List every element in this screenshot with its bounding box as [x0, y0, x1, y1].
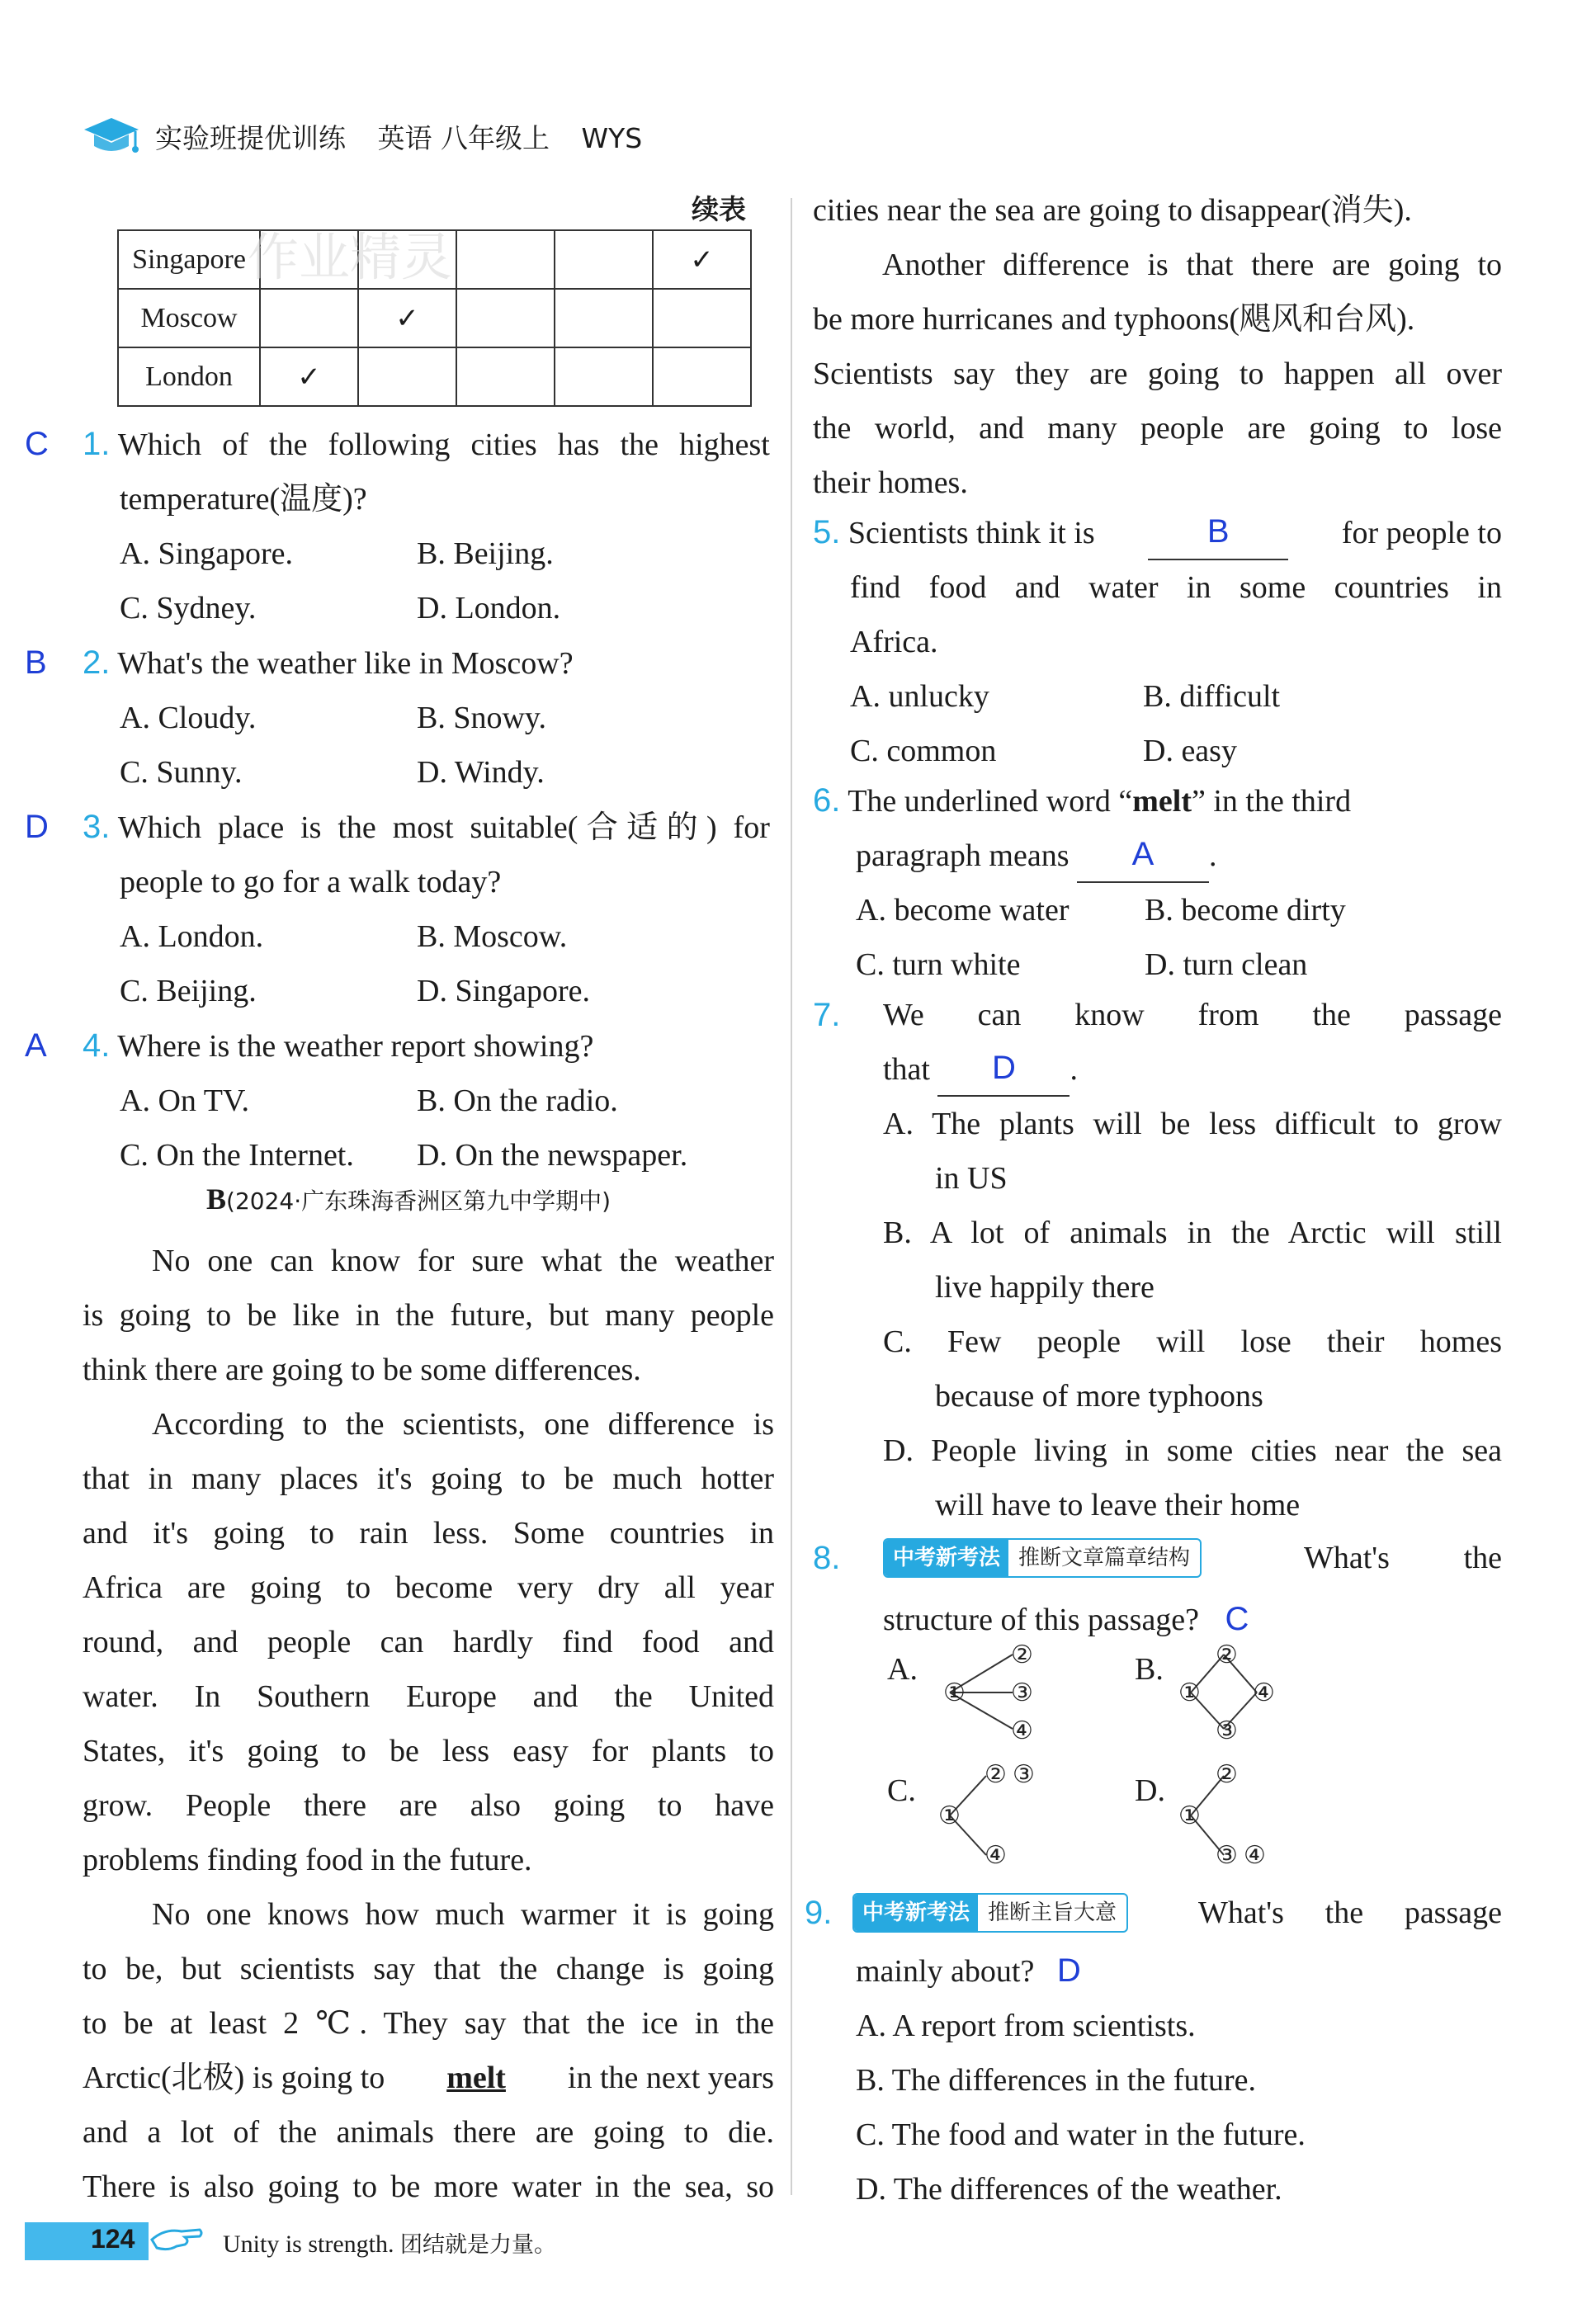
passage-line: and a lot of the animals there are going to die. [83, 2115, 774, 2150]
passage-line: cities near the sea are going to disappear(消失). [813, 193, 1412, 228]
question-8 [813, 1531, 1502, 1647]
option: A. unlucky [850, 679, 989, 714]
question-text: ” in the third [1191, 784, 1352, 819]
option: D. People living in some cities near the sea [883, 1433, 1502, 1468]
option: A. become water [856, 893, 1070, 928]
diagram-b [1174, 1638, 1306, 1745]
passage-text: in the next years [567, 2061, 774, 2095]
column-divider [791, 198, 792, 2195]
diagram-a [928, 1638, 1060, 1745]
passage-line: to be at least 2 ℃. They say that the ice in the [83, 2006, 774, 2041]
question-number: 3. [83, 809, 111, 845]
question-text: Scientists think it is [848, 516, 1095, 550]
question-text: paragraph means [856, 838, 1070, 873]
answer-mark: B [1206, 513, 1230, 550]
section-label: B [206, 1183, 227, 1216]
answer-blank [1148, 513, 1288, 560]
passage-line: Africa are going to become very dry all year [83, 1570, 774, 1605]
table-cell: ✓ [260, 347, 358, 406]
answer-blank [1077, 836, 1209, 883]
passage-line: water. In Southern Europe and the United [83, 1679, 774, 1714]
tag-label: 中考新考法 [854, 1895, 978, 1931]
option: A. On TV. [120, 1083, 249, 1118]
option: C. On the Internet. [120, 1138, 354, 1173]
question-6: 6. The underlined word “melt” in the third paragraph means A . A. become water B. become dirty C. turn white D. turn clean [813, 773, 1502, 992]
option: C. Few people will lose their homes [883, 1324, 1502, 1359]
passage-line: their homes. [813, 465, 968, 500]
table-cell [456, 347, 555, 406]
option: A. The plants will be less difficult to grow [883, 1107, 1502, 1141]
page-number-badge [25, 2222, 149, 2260]
subject-grade: 英语 八年级上 [377, 121, 550, 154]
option-continued: because of more typhoons [935, 1379, 1263, 1414]
new-exam-tag [852, 1893, 1128, 1933]
question-number: 9. [805, 1895, 833, 1931]
table-row [118, 289, 751, 347]
option: C. The food and water in the future. [856, 2117, 1306, 2152]
question-4 [25, 1018, 780, 1183]
edition: WYS [581, 121, 643, 154]
passage-line: is going to be like in the future, but many people [83, 1298, 774, 1333]
passage-line: be more hurricanes and typhoons(飓风和台风). [813, 302, 1415, 337]
passage-line: There is also going to be more water in the sea, so [83, 2169, 774, 2204]
node: ④ [1244, 1841, 1266, 1870]
question-text: The underlined word “ [848, 784, 1133, 819]
motto-en: Unity is strength. [223, 2231, 394, 2258]
section-a-questions [25, 417, 780, 1183]
answer-mark: D [25, 809, 49, 845]
option: A. Singapore. [120, 536, 294, 571]
new-exam-tag [883, 1538, 1202, 1578]
passage-text: Arctic(北极) is going to [83, 2061, 385, 2095]
question-text: for people to [1341, 516, 1502, 550]
node: ③ [1011, 1678, 1033, 1707]
question-text: Africa. [850, 625, 938, 659]
passage-line: to be, but scientists say that the change is going [83, 1952, 774, 1986]
option: A. A report from scientists. [856, 2009, 1196, 2043]
pointing-hand-icon [149, 2216, 206, 2263]
tag-topic: 推断主旨大意 [988, 1900, 1117, 1925]
question-2 [25, 635, 780, 800]
option: B. Moscow. [417, 919, 568, 954]
book-title: 实验班提优训练 [155, 121, 346, 154]
node: ④ [1011, 1716, 1033, 1745]
tag-topic: 推断文章篇章结构 [1018, 1546, 1191, 1570]
option: D. London. [417, 591, 561, 626]
table-cell-city: Singapore [118, 230, 260, 289]
option-continued: in US [935, 1161, 1008, 1196]
question-5 [813, 505, 1502, 778]
question-text: What's the [1304, 1541, 1502, 1575]
page-number: 124 [91, 2224, 135, 2254]
node: ② [1011, 1641, 1033, 1669]
option: D. The differences of the weather. [856, 2172, 1282, 2207]
passage-line: Another difference is that there are going to [882, 248, 1502, 282]
question-1 [25, 417, 780, 635]
diagram-label-d: D. [1135, 1773, 1165, 1808]
watermark: 作业精灵 [248, 227, 453, 287]
question-text: find food and water in some countries in [850, 570, 1502, 605]
question-number: 2. [83, 644, 111, 681]
question-text: structure of this passage? [883, 1603, 1200, 1637]
answer-mark: C [25, 426, 49, 462]
option: C. Sydney. [120, 591, 257, 626]
node: ③ [1216, 1716, 1238, 1745]
question-text: Where is the weather report showing? [117, 1029, 594, 1064]
node: ② [1216, 1760, 1238, 1789]
option: D. turn clean [1145, 947, 1308, 982]
answer-mark: D [992, 1050, 1016, 1086]
question-number: 5. [813, 514, 841, 550]
passage-right [813, 183, 1502, 510]
node: ① [1178, 1678, 1201, 1707]
option: B. The differences in the future. [856, 2063, 1257, 2098]
section-b-title [206, 1182, 611, 1216]
node: ② [985, 1760, 1007, 1789]
question-text: Which of the following cities has the highest [117, 427, 770, 462]
table-cell [555, 347, 653, 406]
passage-line: States, it's going to be less easy for plants to [83, 1734, 774, 1768]
option: B. Snowy. [417, 701, 546, 735]
table-cell-city: London [118, 347, 260, 406]
graduation-cap-icon [83, 113, 140, 159]
diagram-label-a: A. [887, 1652, 918, 1687]
diagram-label-c: C. [887, 1773, 916, 1808]
option-continued: live happily there [935, 1270, 1155, 1305]
question-number: 6. [813, 782, 841, 819]
question-text: Which place is the most suitable(合适的) for [117, 810, 770, 845]
answer-mark: A [25, 1027, 47, 1064]
option: D. Singapore. [417, 974, 591, 1008]
passage-line: the world, and many people are going to lose [813, 411, 1502, 446]
option: C. common [850, 734, 997, 768]
table-cell: ✓ [653, 230, 751, 289]
table-cell [653, 347, 751, 406]
question-number: 8. [813, 1540, 841, 1576]
table-cell [456, 289, 555, 347]
node: ① [943, 1678, 966, 1707]
option: B. become dirty [1145, 893, 1346, 928]
quoted-word: melt [1132, 784, 1192, 819]
question-number: 4. [83, 1027, 111, 1064]
passage-line: No one can know for sure what the weather [152, 1244, 774, 1278]
question-text: What's the weather like in Moscow? [117, 646, 574, 681]
node: ② [1216, 1641, 1238, 1669]
option: B. difficult [1143, 679, 1281, 714]
passage-line: think there are going to be some differences. [83, 1353, 641, 1387]
section-source: (2024·广东珠海香洲区第九中学期中) [226, 1187, 611, 1215]
node: ① [1178, 1801, 1201, 1830]
passage-line: According to the scientists, one difference is [152, 1407, 774, 1442]
option-continued: will have to leave their home [935, 1488, 1301, 1523]
node: ① [938, 1801, 961, 1830]
table-cell [358, 347, 456, 406]
answer-mark: D [1056, 1952, 1081, 1989]
option: A. Cloudy. [120, 701, 257, 735]
option: D. On the newspaper. [417, 1138, 688, 1173]
answer-mark: C [1225, 1601, 1249, 1637]
table-cell [260, 289, 358, 347]
table-row [118, 347, 751, 406]
option: B. Beijing. [417, 536, 554, 571]
question-number: 1. [83, 426, 111, 462]
question-text: We can know from the passage [883, 998, 1502, 1032]
option: A. London. [120, 919, 264, 954]
motto-cn: 团结就是力量。 [400, 2232, 556, 2258]
option: C. Sunny. [120, 755, 243, 790]
structure-diagrams [887, 1638, 1300, 1886]
option: C. Beijing. [120, 974, 257, 1008]
passage-left [83, 1234, 774, 2214]
option: C. turn white [856, 947, 1021, 982]
passage-line: grow. People there are also going to have [83, 1788, 774, 1823]
table-cell [456, 230, 555, 289]
question-text: mainly about? [856, 1954, 1035, 1989]
diagram-label-b: B. [1135, 1652, 1164, 1687]
answer-mark: B [25, 644, 47, 681]
passage-line [83, 2051, 774, 2105]
answer-mark: A [1131, 836, 1155, 872]
passage-line: problems finding food in the future. [83, 1843, 532, 1877]
question-9 [805, 1886, 1502, 2216]
node: ③ [1013, 1760, 1035, 1789]
question-3 [25, 800, 780, 1018]
question-text: that [883, 1052, 930, 1087]
table-cell [555, 289, 653, 347]
question-number: 7. [813, 997, 841, 1033]
question-text: temperature(温度)? [120, 482, 367, 517]
diagram-d [1174, 1758, 1306, 1873]
passage-line: that in many places it's going to be much hotter [83, 1461, 774, 1496]
option: B. A lot of animals in the Arctic will still [883, 1216, 1502, 1250]
answer-blank [937, 1050, 1070, 1097]
table-cell-city: Moscow [118, 289, 260, 347]
option: D. easy [1143, 734, 1237, 768]
table-cell [653, 289, 751, 347]
underlined-word: melt [446, 2061, 506, 2095]
question-text: What's the passage [1198, 1895, 1502, 1930]
passage-line: Scientists say they are going to happen all over [813, 356, 1502, 391]
diagram-c [928, 1758, 1060, 1873]
table-cell [555, 230, 653, 289]
tag-label: 中考新考法 [885, 1540, 1008, 1576]
question-text: people to go for a walk today? [120, 865, 502, 899]
table-cell: ✓ [358, 289, 456, 347]
passage-line: round, and people can hardly find food and [83, 1625, 774, 1659]
node: ③ [1216, 1841, 1238, 1870]
page-header [83, 107, 665, 165]
footer-motto [223, 2226, 556, 2259]
option: D. Windy. [417, 755, 545, 790]
node: ④ [985, 1841, 1007, 1870]
passage-line: No one knows how much warmer it is going [152, 1897, 774, 1932]
node: ④ [1253, 1678, 1275, 1707]
option: B. On the radio. [417, 1083, 618, 1118]
table-continued-label: 续表 [692, 193, 746, 225]
passage-line: and it's going to rain less. Some countries in [83, 1516, 774, 1551]
question-7: 7. We can know from the passage that D . A. The plants will be less difficult to grow in US B. A lot of animals in the Arctic will still live happily there C. Few people will lose their homes because of more typhoons D. People living in some cities near the sea will have to leave their home [813, 988, 1502, 1532]
